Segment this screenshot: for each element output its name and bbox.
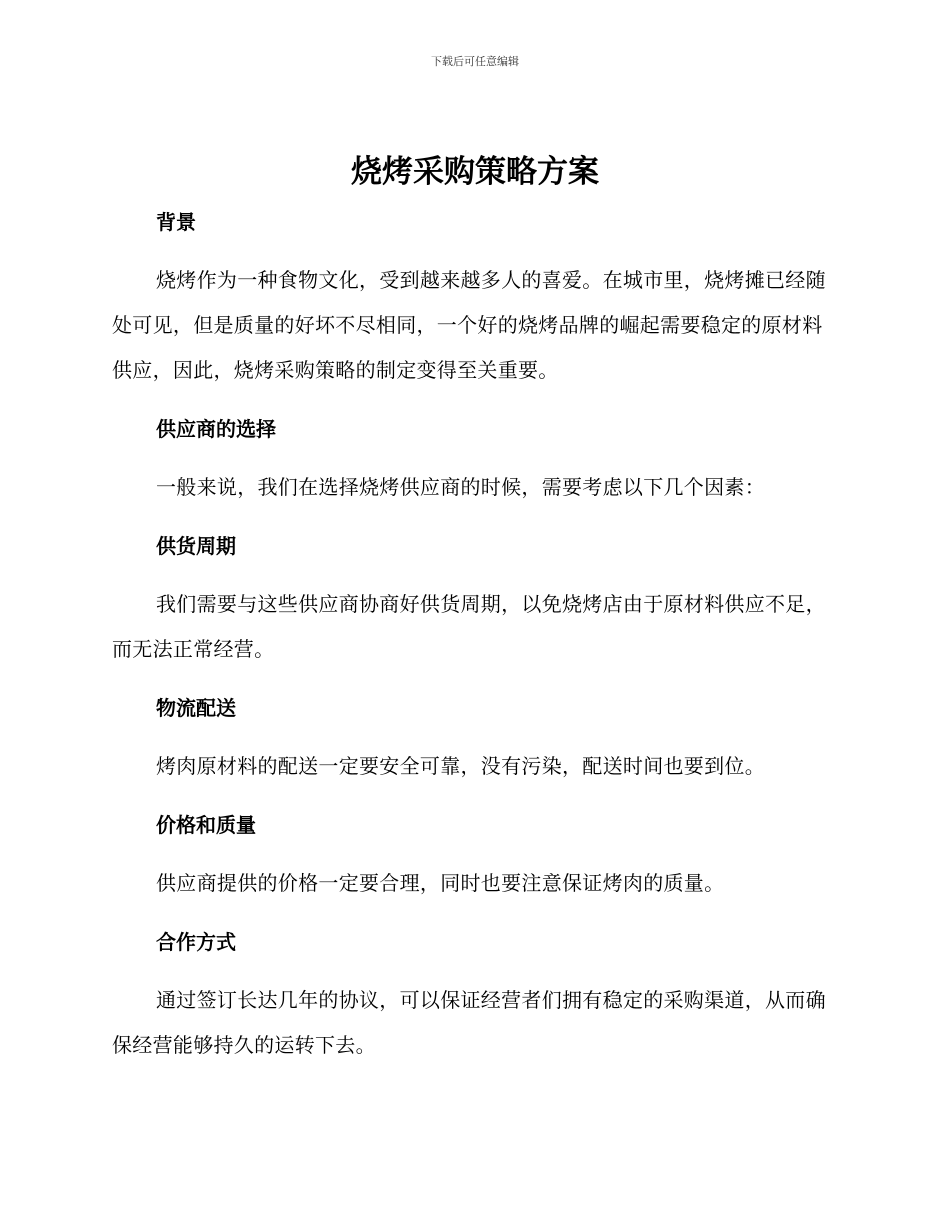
paragraph-cooperation: 通过签订长达几年的协议，可以保证经营者们拥有稳定的采购渠道，从而确保经营能够持久的运转下去。 (112, 988, 826, 1057)
document-title: 烧烤采购策略方案 (351, 154, 599, 190)
paragraph-logistics: 烤肉原材料的配送一定要安全可靠，没有污染，配送时间也要到位。 (156, 754, 765, 778)
paragraph-supply-cycle: 我们需要与这些供应商协商好供货周期，以免烧烤店由于原材料供应不足，而无法正常经营。 (112, 592, 826, 661)
document-body (112, 200, 840, 1082)
section-supplier-selection (112, 407, 840, 510)
section-background (112, 200, 840, 393)
paragraph-price-quality: 供应商提供的价格一定要合理，同时也要注意保证烤肉的质量。 (156, 871, 725, 895)
page-header-note: 下载后可任意编辑 (431, 55, 519, 68)
section-cooperation (112, 920, 840, 1068)
section-heading-supply-cycle: 供货周期 (156, 534, 236, 558)
section-supply-cycle (112, 524, 840, 672)
section-logistics (112, 686, 840, 789)
paragraph-background: 烧烤作为一种食物文化，受到越来越多人的喜爱。在城市里，烧烤摊已经随处可见，但是质量的好坏不尽相同，一个好的烧烤品牌的崛起需要稳定的原材料供应，因此，烧烤采购策略的制定变得至关重要。 (112, 268, 826, 382)
section-heading-supplier-selection: 供应商的选择 (156, 417, 276, 441)
section-heading-price-quality: 价格和质量 (156, 813, 256, 837)
section-price-quality (112, 803, 840, 906)
section-heading-cooperation: 合作方式 (156, 930, 236, 954)
section-heading-background: 背景 (156, 210, 196, 234)
paragraph-supplier-selection: 一般来说，我们在选择烧烤供应商的时候，需要考虑以下几个因素： (156, 475, 765, 499)
section-heading-logistics: 物流配送 (156, 696, 236, 720)
